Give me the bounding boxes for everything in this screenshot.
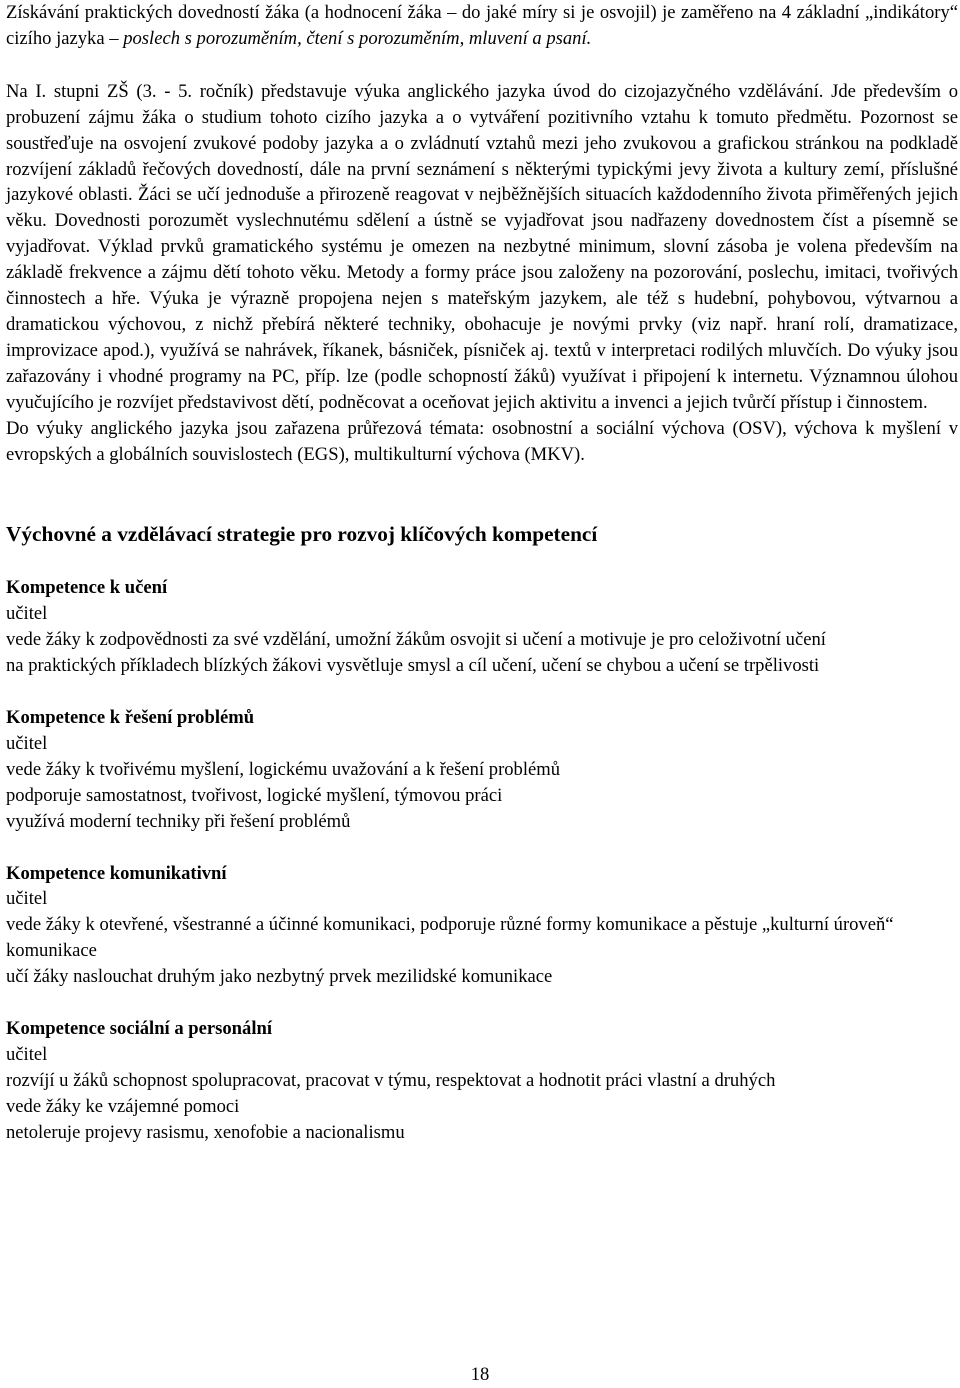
spacer (6, 52, 958, 79)
section-line: netoleruje projevy rasismu, xenofobie a nacionalismu (6, 1121, 405, 1143)
intro-skills-text: Získávání praktických dovedností žáka (a hodnocení žáka – do jaké míry si je osvojil) je zaměřeno na 4 základní „indikátory“ cizího jazyka – (6, 2, 958, 49)
section-line: rozvíjí u žáků schopnost spolupracovat, pracovat v týmu, respektovat a hodnotit práci vlastní a druhých (6, 1069, 776, 1091)
section-line: vede žáky k tvořivému myšlení, logickému uvažování a k řešení problémů (6, 758, 561, 780)
section-line: podporuje samostatnost, tvořivost, logické myšlení, týmovou práci (6, 784, 503, 806)
section-title: Kompetence sociální a personální (6, 1018, 272, 1040)
section-line: učí žáky naslouchat druhým jako nezbytný prvek mezilidské komunikace (6, 966, 553, 988)
section-title: Kompetence k učení (6, 577, 168, 599)
intro-paragraph-cross-topics: Do výuky anglického jazyka jsou zařazena průřezová témata: osobnostní a sociální výchova (OSV), výchova k myšlení v evropských a globálních souvislostech (EGS), multikulturní výchova (MKV). (6, 417, 958, 465)
competencies-heading: Výchovné a vzdělávací strategie pro rozvoj klíčových kompetencí (6, 522, 598, 547)
document-page (6, 0, 958, 1146)
spacer (6, 467, 958, 521)
section-line: vede žáky k zodpovědnosti za své vzdělání, umožní žákům osvojit si učení a motivuje je pro celoživotní učení (6, 629, 826, 651)
intro-skills-italic: poslech s porozuměním, čtení s porozuměním, mluvení a psaní. (123, 27, 592, 49)
spacer (6, 990, 958, 1016)
section-problem-solving (6, 705, 958, 835)
intro-paragraph-first-stage: Na I. stupni ZŠ (3. - 5. ročník) představuje výuka anglického jazyka úvod do cizojazyčného vzdělávání. Jde především o probuzení zájmu žáka o studium tohoto cizího jazyka a o vytváření pozitivního vztahu k tomuto předmětu. Pozornost se soustřeďuje na osvojení zvukové podoby jazyka a o zvládnutí vztahů mezi jeho zvukovou a grafickou stránkou na podkladě rozvíjení základů řečových dovedností, dále na první seznámení s některými typickými jevy života a kultury zemí, příslušné jazykové oblasti. Žáci se učí jednoduše a přirozeně reagovat v nejběžnějších situacích každodenního života přiměřených jejich věku. Dovednosti porozumět vyslechnutému sdělení a ústně se vyjadřovat jsou nadřazeny dovednostem číst a písemně se vyjadřovat. Výklad prvků gramatického systému je omezen na nezbytné minimum, slovní zásoba je volena především na základě frekvence a zájmu dětí tohoto věku. Metody a formy práce jsou založeny na pozorování, poslechu, imitaci, tvořivých činnostech a hře. Výuka je výrazně propojena nejen s mateřským jazykem, ale též s hudební, pohybovou, výtvarnou a dramatickou výchovou, z nichž přebírá některé techniky, obohacuje je novými prvky (viz např. hraní rolí, dramatizace, improvizace apod.), využívá se nahrávek, říkanek, básniček, písniček aj. textů v interpretaci rodilých mluvčích. Do výuky jsou zařazovány i vhodné programy na PC, příp. lze (podle schopností žáků) využívat i připojení k internetu. Významnou úlohou vyučujícího je rozvíjet představivost dětí, podněcovat a oceňovat jejich aktivitu a invenci a jejich tvůrčí přístup i činnostem. (6, 80, 958, 413)
section-line: využívá moderní techniky při řešení problémů (6, 810, 351, 832)
spacer (6, 679, 958, 705)
section-line: učitel (6, 888, 48, 910)
section-line: vede žáky k otevřené, všestranné a účinné komunikaci, podporuje různé formy komunikace a pěstuje „kulturní úroveň“ komunikace (6, 914, 894, 962)
spacer (6, 835, 958, 861)
section-learning (6, 575, 958, 679)
section-line: učitel (6, 603, 48, 625)
section-line: na praktických příkladech blízkých žákovi vysvětluje smysl a cíl učení, učení se chybou a učení se trpělivosti (6, 655, 820, 677)
spacer (6, 547, 958, 575)
intro-paragraph-skills (6, 0, 958, 52)
section-line: vede žáky ke vzájemné pomoci (6, 1095, 240, 1117)
section-communication (6, 861, 958, 991)
section-title: Kompetence k řešení problémů (6, 707, 255, 729)
section-title: Kompetence komunikativní (6, 862, 227, 884)
section-social-personal (6, 1016, 958, 1146)
section-line: učitel (6, 732, 48, 754)
page-number: 18 (470, 1364, 490, 1385)
section-line: učitel (6, 1044, 48, 1065)
